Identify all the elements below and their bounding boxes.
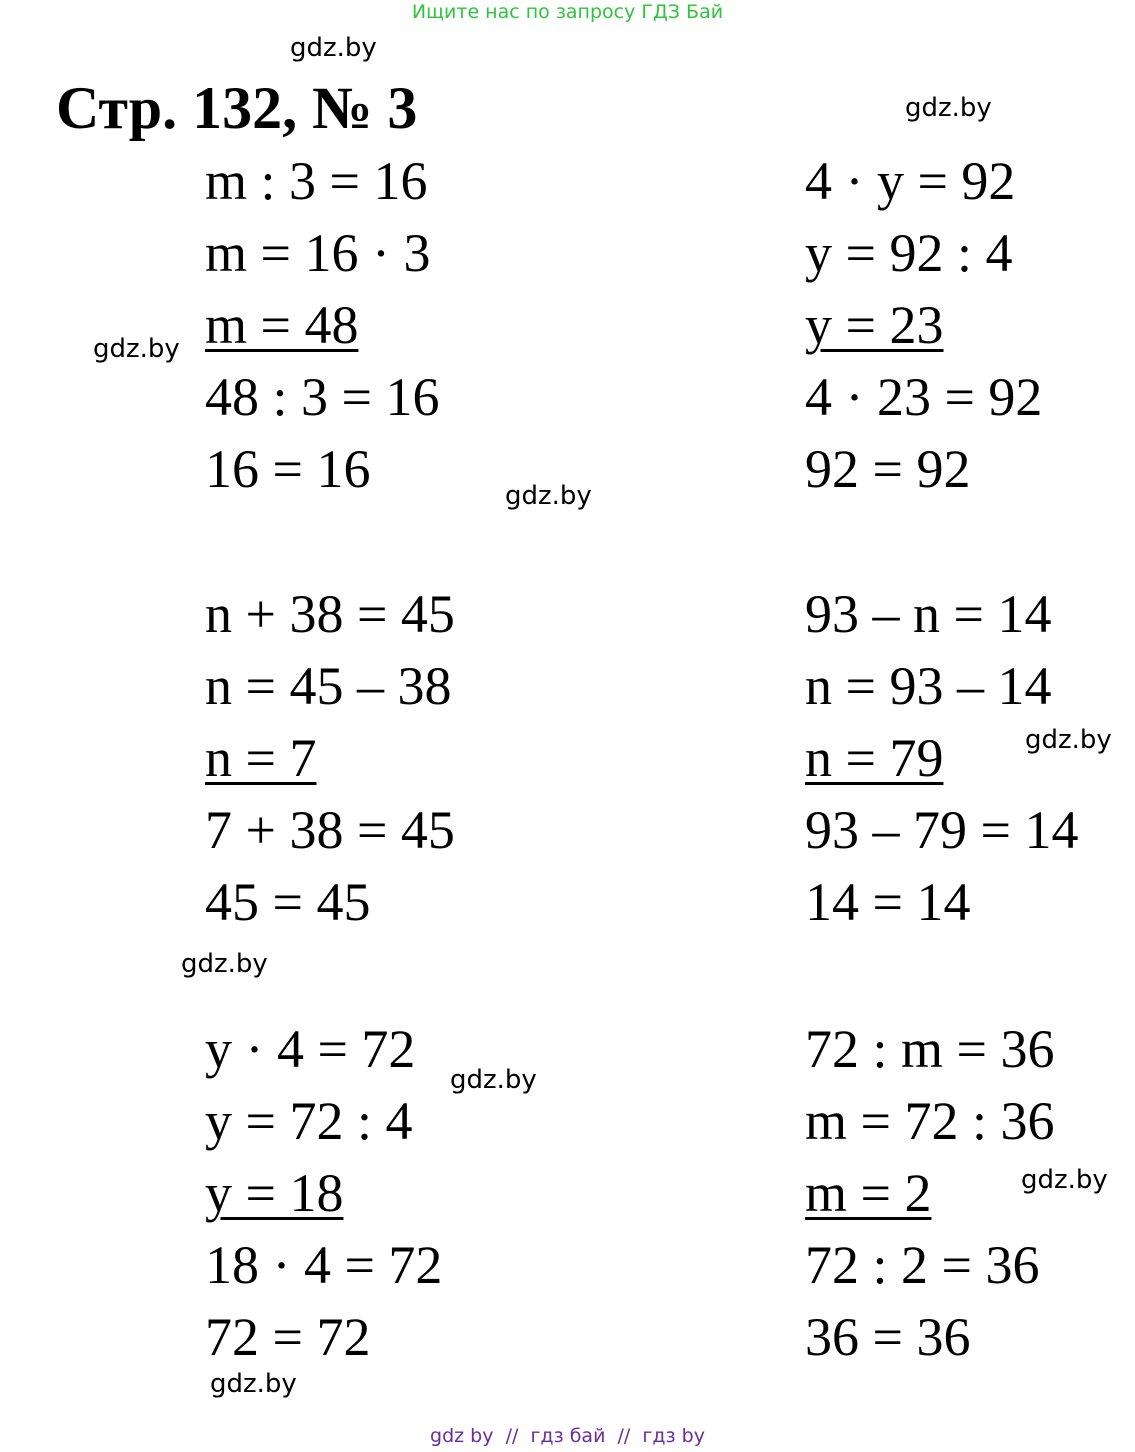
search-prompt-banner: Ищите нас по запросу ГДЗ Бай [411, 1, 724, 23]
equation-step: 48 : 3 = 16 [205, 367, 440, 427]
equation-step: m = 72 : 36 [805, 1091, 1055, 1151]
equation-step: 18 · 4 = 72 [205, 1235, 443, 1295]
page-title: Стр. 132, № 3 [56, 75, 418, 141]
watermark: gdz.by [505, 481, 592, 511]
equation-step: 4 · y = 92 [805, 151, 1016, 211]
equation-step: n = 93 – 14 [805, 656, 1052, 716]
watermark: gdz.by [1021, 1165, 1108, 1195]
equation-step: 72 = 72 [205, 1307, 371, 1367]
equation-answer: m = 48 [205, 295, 359, 355]
watermark: gdz.by [181, 949, 268, 979]
equation-step: m = 16 · 3 [205, 223, 431, 283]
equation-step: y = 72 : 4 [205, 1091, 413, 1151]
equation-step: m : 3 = 16 [205, 151, 428, 211]
watermark: gdz.by [1025, 725, 1112, 755]
equation-step: y · 4 = 72 [205, 1019, 416, 1079]
watermark: gdz.by [93, 334, 180, 364]
equation-step: 72 : 2 = 36 [805, 1235, 1040, 1295]
equation-step: 92 = 92 [805, 439, 971, 499]
equation-step: 93 – n = 14 [805, 584, 1052, 644]
watermark: gdz.by [210, 1369, 297, 1399]
watermark: gdz.by [905, 93, 992, 123]
equation-step: 14 = 14 [805, 872, 971, 932]
equation-step: 16 = 16 [205, 439, 371, 499]
equation-step: 36 = 36 [805, 1307, 971, 1367]
equation-step: n + 38 = 45 [205, 584, 455, 644]
equation-answer: y = 23 [805, 295, 944, 355]
equation-answer: m = 2 [805, 1163, 932, 1223]
equation-step: 4 · 23 = 92 [805, 367, 1043, 427]
equation-answer: n = 7 [205, 728, 317, 788]
equation-step: 7 + 38 = 45 [205, 800, 455, 860]
equation-answer: y = 18 [205, 1163, 344, 1223]
equation-step: 72 : m = 36 [805, 1019, 1055, 1079]
watermark: gdz.by [290, 33, 377, 63]
footer-text: gdz by // гдз бай // гдз by [430, 1425, 705, 1447]
equation-step: n = 45 – 38 [205, 656, 452, 716]
equation-step: 93 – 79 = 14 [805, 800, 1079, 860]
equation-step: y = 92 : 4 [805, 223, 1013, 283]
watermark: gdz.by [450, 1065, 537, 1095]
equation-step: 45 = 45 [205, 872, 371, 932]
equation-answer: n = 79 [805, 728, 944, 788]
